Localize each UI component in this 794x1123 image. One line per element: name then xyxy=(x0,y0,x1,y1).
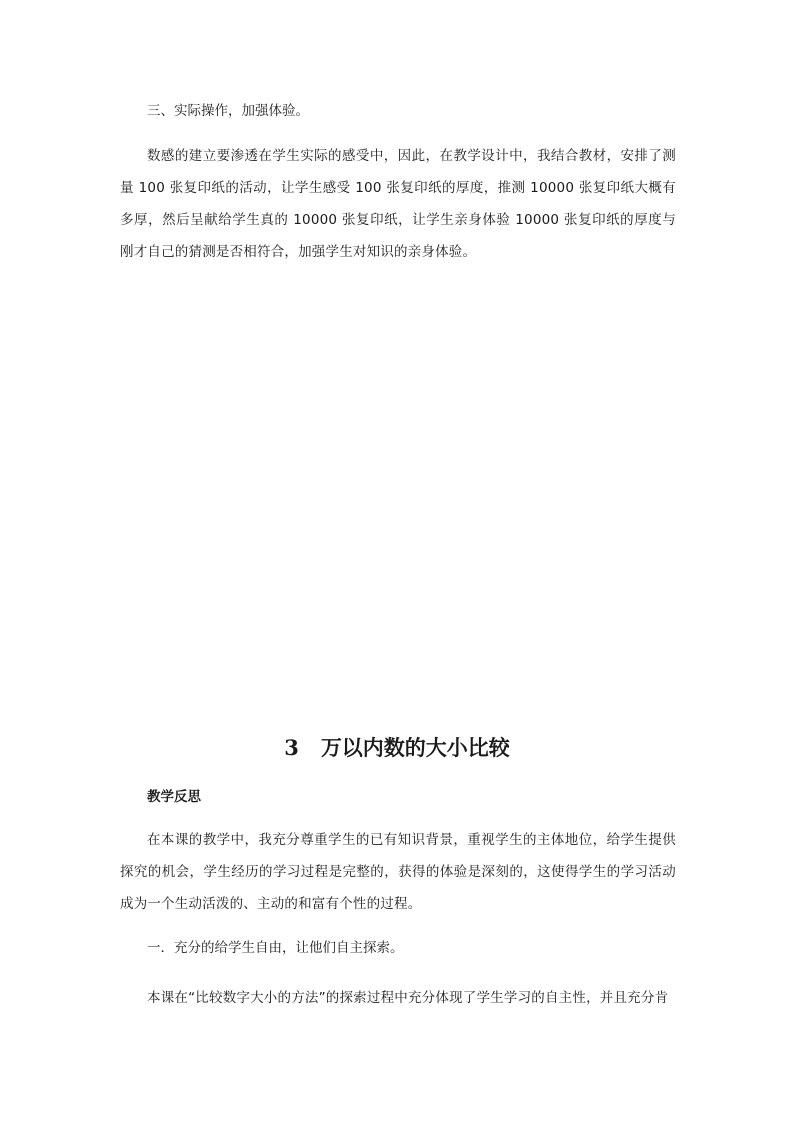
teaching-reflection-heading: 教学反思 xyxy=(147,789,201,805)
lesson-number: 3 xyxy=(284,735,299,760)
section-three-paragraph: 数感的建立要渗透在学生实际的感受中，因此，在教学设计中，我结合教材，安排了测量 100 张复印纸的活动，让学生感受 100 张复印纸的厚度，推测 10000 张复印纸大概有多厚，然后呈献给学生真的 10000 张复印纸，让学生亲身体验 10000 张复印纸的厚度与刚才自己的猜测是否相符合，加强学生对知识的亲身体验。 xyxy=(120,148,676,260)
intro-paragraph: 在本课的教学中，我充分尊重学生的已有知识背景，重视学生的主体地位，给学生提供探究的机会，学生经历的学习过程是完整的，获得的体验是深刻的，这使得学生的学习活动成为一个生动活泼的、主动的和富有个性的过程。 xyxy=(120,832,676,912)
lesson-title-text: 万以内数的大小比较 xyxy=(320,735,510,760)
point-one-paragraph: 本课在“比较数字大小的方法”的探索过程中充分体现了学生学习的自主性，并且充分肯 xyxy=(147,990,669,1006)
section-point-three: 三、实际操作，加强体验。 xyxy=(147,103,309,119)
point-one-heading: 一．充分的给学生自由，让他们自主探索。 xyxy=(147,940,404,956)
lesson-title xyxy=(0,733,794,763)
